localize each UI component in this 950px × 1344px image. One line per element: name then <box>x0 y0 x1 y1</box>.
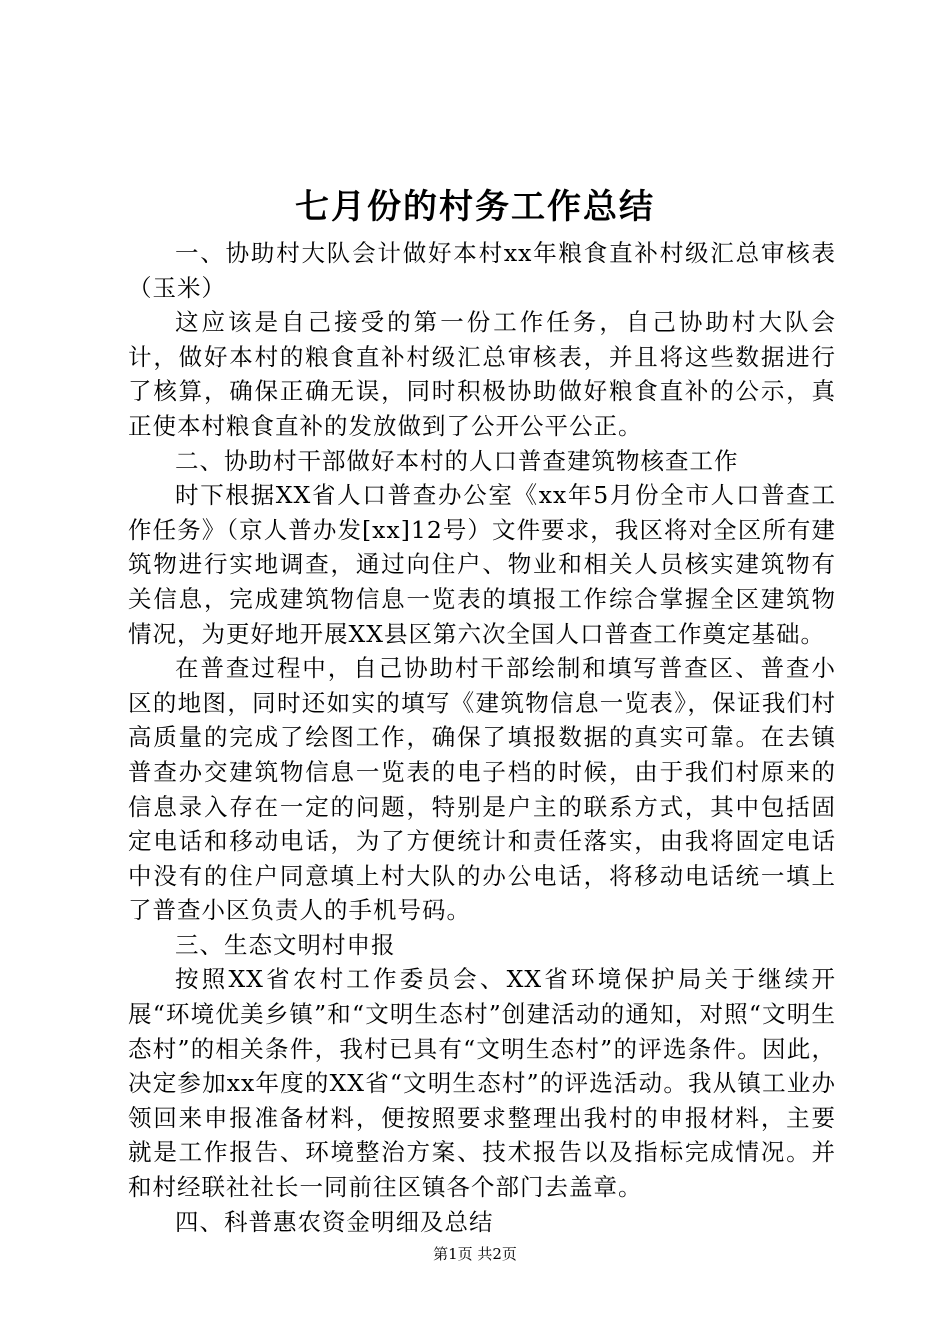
section-heading-4: 四、科普惠农资金明细及总结 <box>175 1207 494 1236</box>
section-heading-3: 三、生态文明村申报 <box>175 930 396 959</box>
paragraph: 按照XX省农村工作委员会、XX省环境保护局关于继续开展“环境优美乡镇”和“文明生态村”创建活动的通知，对照“文明生态村”的相关条件，我村已具有“文明生态村”的评选条件。因此，决定参加xx年度的XX省“文明生态村”的评选活动。我从镇工业办领回来申报准备材料，便按照要求整理出我村的申报材料，主要就是工作报告、环境整治方案、技术报告以及指标完成情况。并和村经联社社长一同前往区镇各个部门去盖章。 <box>128 965 836 1202</box>
document-body <box>128 236 836 1239</box>
paragraph: 时下根据XX省人口普查办公室《xx年5月份全市人口普查工作任务》（京人普办发[xx]12号）文件要求，我区将对全区所有建筑物进行实地调查，通过向住户、物业和相关人员核实建筑物有关信息，完成建筑物信息一览表的填报工作综合掌握全区建筑物情况，为更好地开展XX县区第六次全国人口普查工作奠定基础。 <box>128 481 836 648</box>
paragraph: 在普查过程中，自己协助村干部绘制和填写普查区、普查小区的地图，同时还如实的填写《建筑物信息一览表》，保证我们村高质量的完成了绘图工作，确保了填报数据的真实可靠。在去镇普查办交建筑物信息一览表的电子档的时候，由于我们村原来的信息录入存在一定的问题，特别是户主的联系方式，其中包括固定电话和移动电话，为了方便统计和责任落实，由我将固定电话中没有的住户同意填上村大队的办公电话，将移动电话统一填上了普查小区负责人的手机号码。 <box>128 654 836 925</box>
section-heading-2: 二、协助村干部做好本村的人口普查建筑物核查工作 <box>175 446 739 475</box>
document-title: 七月份的村务工作总结 <box>295 187 655 227</box>
page-number-footer: 第1页 共2页 <box>433 1245 517 1263</box>
section-heading-1: 一、协助村大队会计做好本村xx年粮食直补村级汇总审核表（玉米） <box>128 239 836 302</box>
paragraph: 这应该是自己接受的第一份工作任务，自己协助村大队会计，做好本村的粮食直补村级汇总审核表，并且将这些数据进行了核算，确保正确无误，同时积极协助做好粮食直补的公示，真正使本村粮食直补的发放做到了公开公平公正。 <box>128 308 836 440</box>
